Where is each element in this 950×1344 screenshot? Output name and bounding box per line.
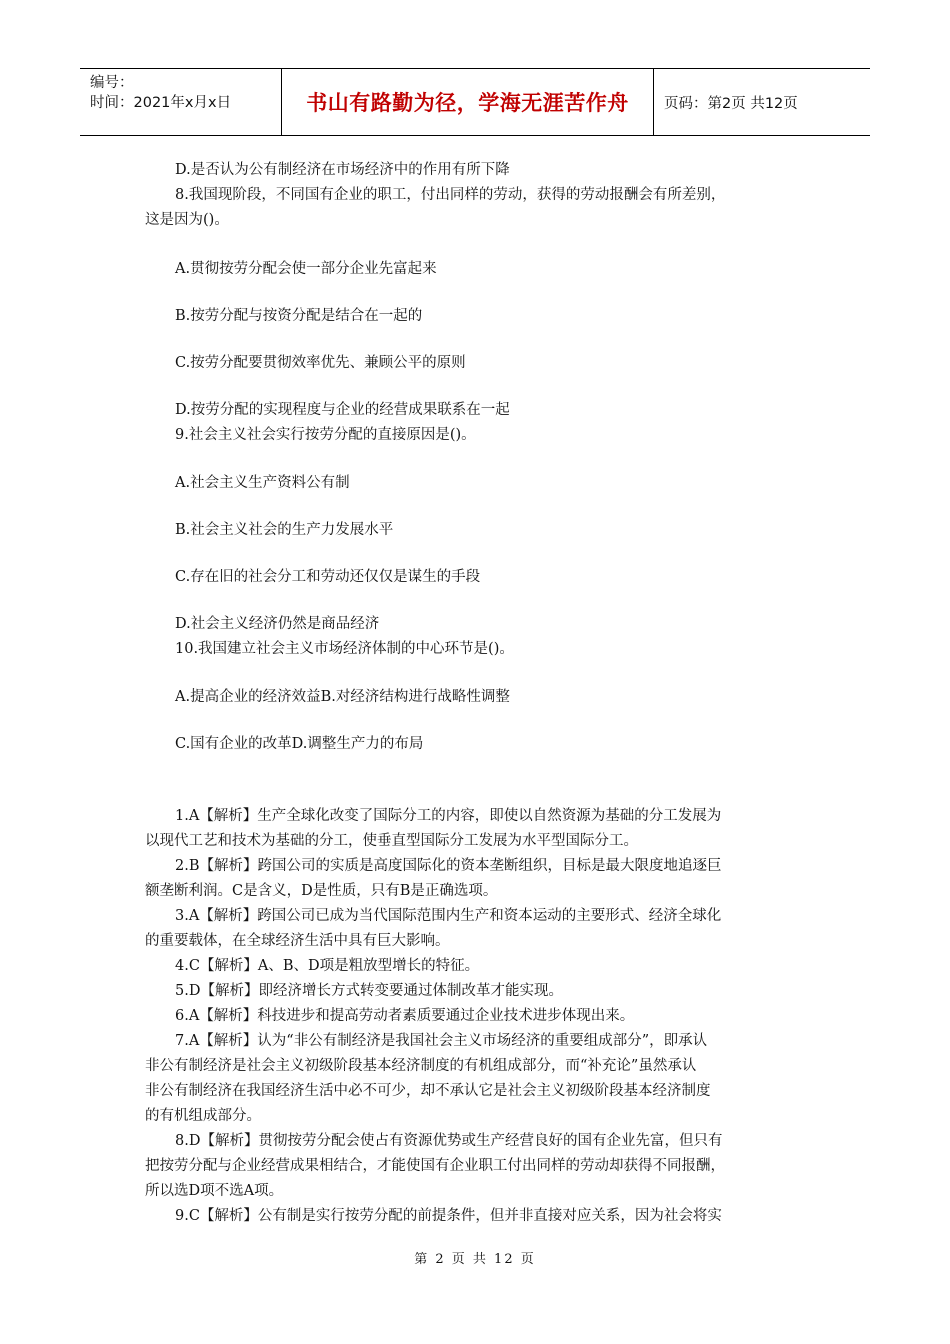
text-line: 9.C【解析】公有制是实行按劳分配的前提条件，但并非直接对应关系，因为社会将实 bbox=[175, 1208, 722, 1224]
text-line: 10.我国建立社会主义市场经济体制的中心环节是()。 bbox=[175, 641, 514, 657]
text-line: C.国有企业的改革D.调整生产力的布局 bbox=[175, 736, 424, 752]
header-meta-cell bbox=[80, 69, 282, 135]
text-line: D.是否认为公有制经济在市场经济中的作用有所下降 bbox=[175, 162, 510, 178]
header-motto-cell bbox=[282, 69, 654, 135]
text-line: 8.我国现阶段，不同国有企业的职工，付出同样的劳动，获得的劳动报酬会有所差别， bbox=[175, 187, 726, 203]
text-line: 以现代工艺和技术为基础的分工，使垂直型国际分工发展为水平型国际分工。 bbox=[145, 833, 638, 849]
text-line: 非公有制经济是社会主义初级阶段基本经济制度的有机组成部分，而“补充论”虽然承认 bbox=[145, 1058, 697, 1074]
page-info: 页码：第2页 共12页 bbox=[664, 95, 798, 112]
text-line: B.社会主义社会的生产力发展水平 bbox=[175, 522, 394, 538]
text-line: A.贯彻按劳分配会使一部分企业先富起来 bbox=[175, 261, 437, 277]
text-line: 3.A【解析】跨国公司已成为当代国际范围内生产和资本运动的主要形式、经济全球化 bbox=[175, 908, 722, 924]
number-label: 编号： bbox=[90, 75, 134, 91]
text-line: 9.社会主义社会实行按劳分配的直接原因是()。 bbox=[175, 427, 476, 443]
text-line: C.存在旧的社会分工和劳动还仅仅是谋生的手段 bbox=[175, 569, 481, 585]
text-line: D.按劳分配的实现程度与企业的经营成果联系在一起 bbox=[175, 402, 510, 418]
text-line: 额垄断利润。C是含义，D是性质，只有B是正确选项。 bbox=[145, 883, 498, 899]
text-line: 7.A【解析】认为“非公有制经济是我国社会主义市场经济的重要组成部分”，即承认 bbox=[175, 1033, 708, 1049]
text-line: 所以选D项不选A项。 bbox=[145, 1183, 284, 1199]
motto-text: 书山有路勤为径，学海无涯苦作舟 bbox=[306, 91, 629, 115]
text-line: A.社会主义生产资料公有制 bbox=[175, 475, 350, 491]
text-line: D.社会主义经济仍然是商品经济 bbox=[175, 616, 380, 632]
text-line: 1.A【解析】生产全球化改变了国际分工的内容，即使以自然资源为基础的分工发展为 bbox=[175, 808, 722, 824]
text-line: 这是因为()。 bbox=[145, 212, 229, 228]
text-line: 2.B【解析】跨国公司的实质是高度国际化的资本垄断组织，目标是最大限度地追逐巨 bbox=[175, 858, 722, 874]
text-line: 4.C【解析】A、B、D项是粗放型增长的特征。 bbox=[175, 958, 480, 974]
text-line: B.按劳分配与按资分配是结合在一起的 bbox=[175, 308, 423, 324]
text-line: 6.A【解析】科技进步和提高劳动者素质要通过企业技术进步体现出来。 bbox=[175, 1008, 635, 1024]
page-header bbox=[80, 68, 870, 136]
text-line: 把按劳分配与企业经营成果相结合，才能使国有企业职工付出同样的劳动却获得不同报酬， bbox=[145, 1158, 725, 1174]
text-line: 的有机组成部分。 bbox=[145, 1108, 261, 1124]
text-line: C.按劳分配要贯彻效率优先、兼顾公平的原则 bbox=[175, 355, 466, 371]
time-label: 时间：2021年x月x日 bbox=[90, 95, 232, 111]
text-line: 非公有制经济在我国经济生活中必不可少，却不承认它是社会主义初级阶段基本经济制度 bbox=[145, 1083, 711, 1099]
header-page-cell bbox=[654, 69, 870, 135]
text-line: 5.D【解析】即经济增长方式转变要通过体制改革才能实现。 bbox=[175, 983, 563, 999]
text-line: A.提高企业的经济效益B.对经济结构进行战略性调整 bbox=[175, 689, 510, 705]
text-line: 8.D【解析】贯彻按劳分配会使占有资源优势或生产经营良好的国有企业先富，但只有 bbox=[175, 1133, 723, 1149]
text-line: 的重要载体，在全球经济生活中具有巨大影响。 bbox=[145, 933, 450, 949]
page-footer: 第 2 页 共 12 页 bbox=[414, 1252, 536, 1267]
